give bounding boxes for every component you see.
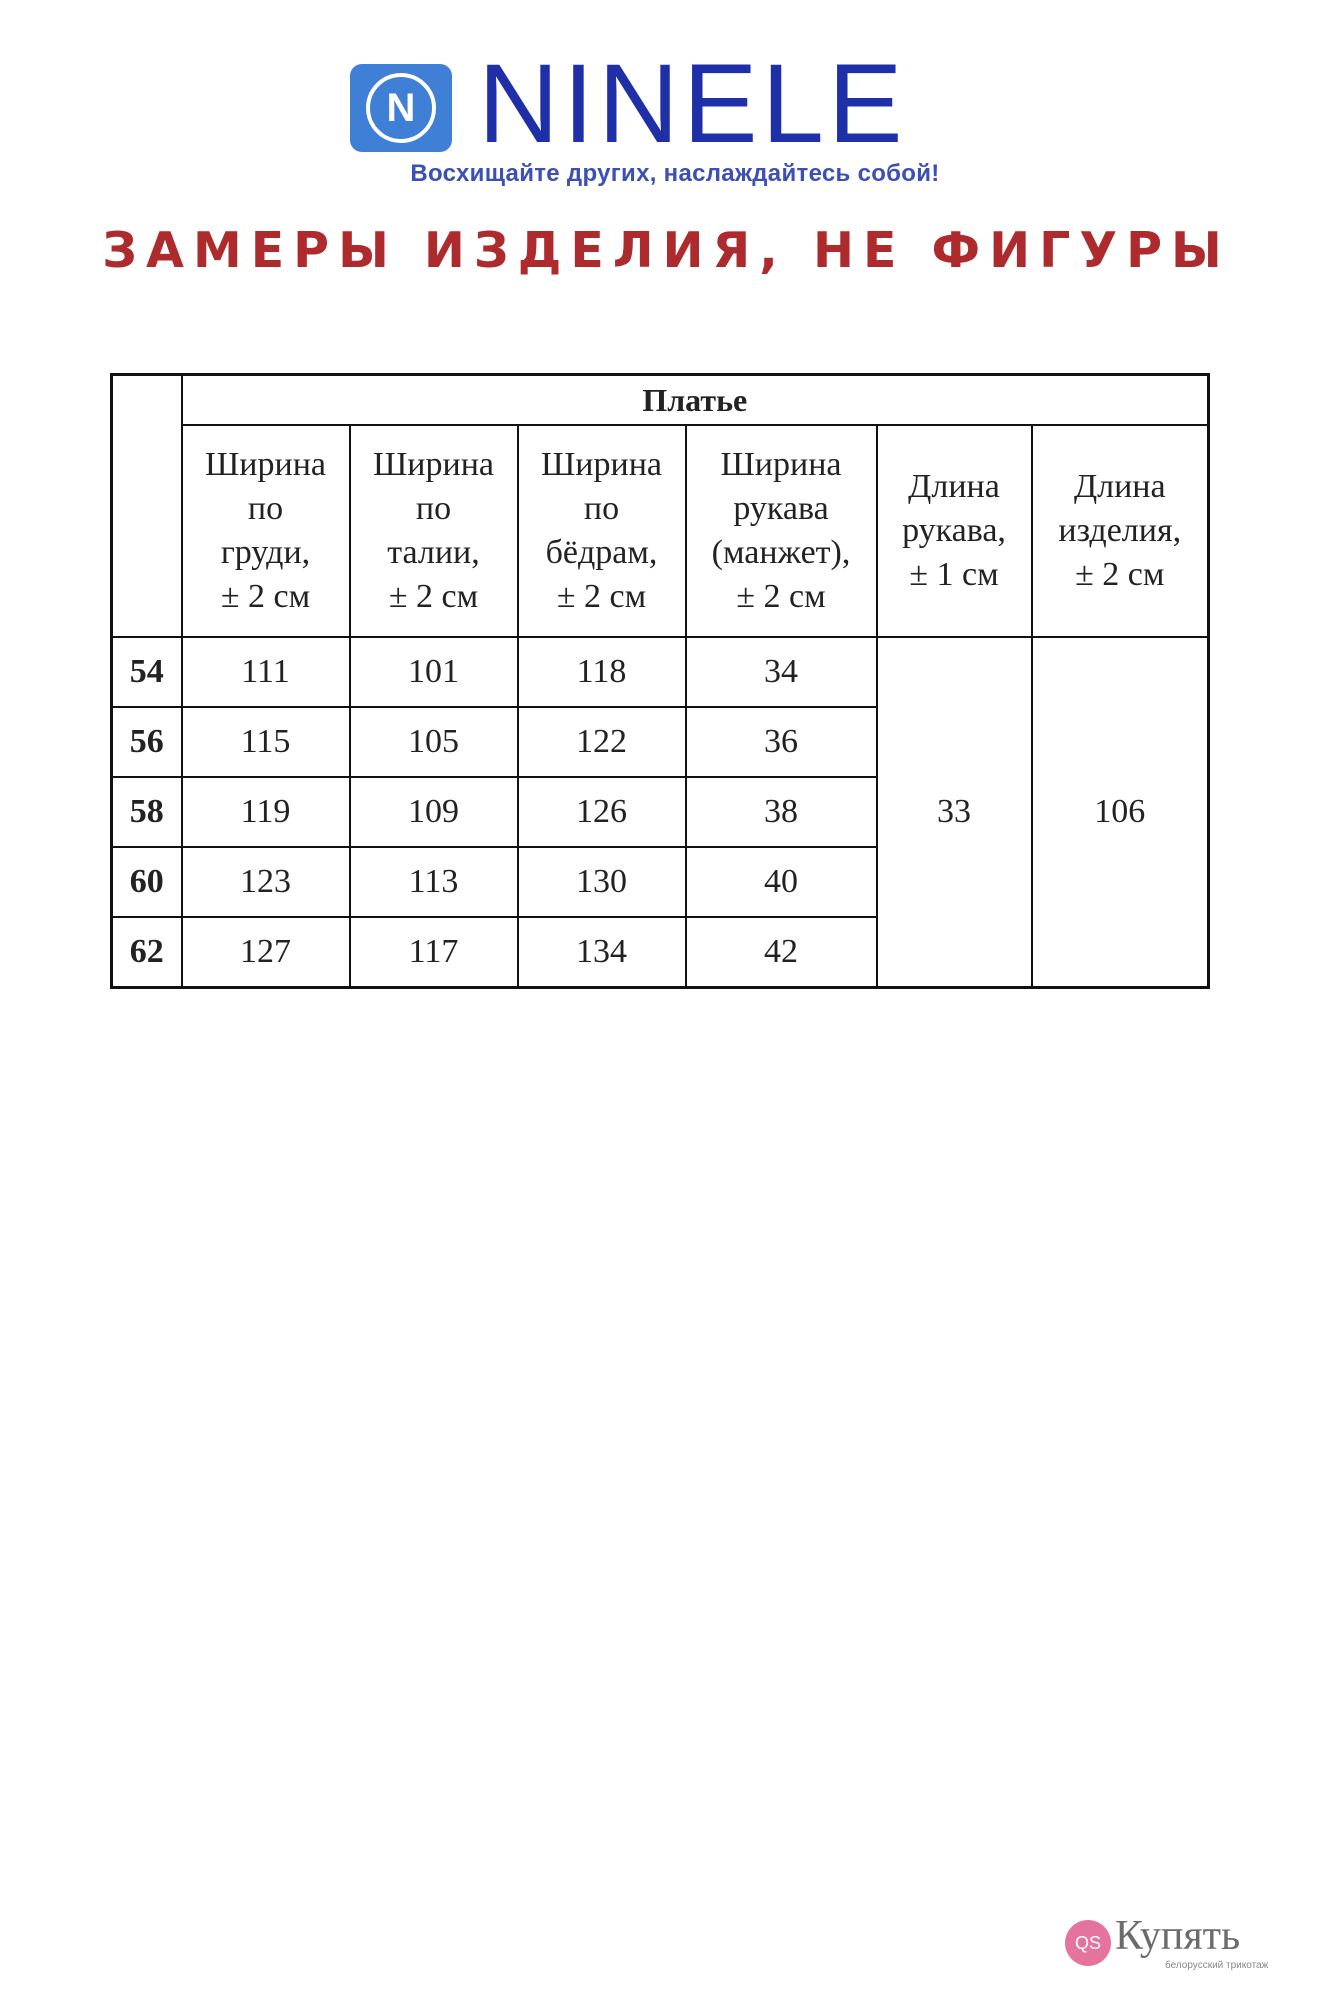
header-line: рукава <box>733 490 829 527</box>
group-header: Платье <box>182 375 1209 426</box>
chest-cell: 127 <box>182 917 350 988</box>
header-line: бёдрам, <box>545 534 658 571</box>
table-row <box>112 637 1209 707</box>
brand-name: NINELE <box>478 41 907 166</box>
header-line: Длина <box>908 468 1000 505</box>
chest-cell: 111 <box>182 637 350 707</box>
header-line: ± 2 см <box>1075 556 1165 593</box>
brand-logo <box>350 41 1000 198</box>
waist-cell: 113 <box>350 847 518 917</box>
header-line: Ширина <box>720 446 842 483</box>
hips-cell: 130 <box>518 847 686 917</box>
logo-letter: N <box>366 73 436 143</box>
watermark-subtitle: белорусский трикотаж <box>1165 1960 1269 1971</box>
page-title: ЗАМЕРЫ ИЗДЕЛИЯ, НЕ ФИГУРЫ <box>102 222 1231 279</box>
watermark <box>1065 1908 1285 1978</box>
logo-mark-icon <box>350 64 452 152</box>
header-line: груди, <box>220 534 311 571</box>
sleeve-length-cell: 33 <box>877 637 1032 988</box>
size-cell: 62 <box>112 917 182 988</box>
chest-cell: 123 <box>182 847 350 917</box>
cuff-cell: 36 <box>686 707 877 777</box>
hips-cell: 126 <box>518 777 686 847</box>
header-line: по <box>247 490 284 527</box>
header-line: (манжет), <box>711 534 851 571</box>
header-line: Ширина <box>205 446 326 483</box>
header-line: изделия, <box>1058 512 1182 549</box>
cuff-cell: 42 <box>686 917 877 988</box>
size-header-cell <box>112 375 182 638</box>
size-cell: 54 <box>112 637 182 707</box>
waist-cell: 101 <box>350 637 518 707</box>
header-line: ± 2 см <box>388 578 479 615</box>
size-cell: 60 <box>112 847 182 917</box>
hips-cell: 122 <box>518 707 686 777</box>
column-header-hips <box>518 425 686 637</box>
cuff-cell: 34 <box>686 637 877 707</box>
waist-cell: 117 <box>350 917 518 988</box>
hips-cell: 134 <box>518 917 686 988</box>
cuff-cell: 38 <box>686 777 877 847</box>
header-line: Ширина <box>541 446 662 483</box>
header-line: талии, <box>387 534 480 571</box>
column-header-sleeve-length <box>877 425 1032 637</box>
header-line: по <box>583 490 620 527</box>
size-cell: 58 <box>112 777 182 847</box>
watermark-word: Купять <box>1115 1913 1241 1959</box>
header-line: ± 2 см <box>736 578 826 615</box>
column-header-cuff <box>686 425 877 637</box>
header-line: по <box>415 490 452 527</box>
brand-tagline: Восхищайте других, наслаждайтесь собой! <box>410 160 940 187</box>
cuff-cell: 40 <box>686 847 877 917</box>
item-length-cell: 106 <box>1032 637 1209 988</box>
chest-cell: 119 <box>182 777 350 847</box>
hips-cell: 118 <box>518 637 686 707</box>
header-line: Длина <box>1073 468 1166 505</box>
column-header-waist <box>350 425 518 637</box>
chest-cell: 115 <box>182 707 350 777</box>
header-line: ± 1 см <box>909 556 999 593</box>
waist-cell: 109 <box>350 777 518 847</box>
watermark-badge-icon: QS <box>1065 1920 1111 1966</box>
waist-cell: 105 <box>350 707 518 777</box>
column-header-chest <box>182 425 350 637</box>
size-table <box>110 373 1210 989</box>
header-line: рукава, <box>902 512 1006 549</box>
header-line: ± 2 см <box>220 578 311 615</box>
size-cell: 56 <box>112 707 182 777</box>
column-header-item-length <box>1032 425 1209 637</box>
header-line: ± 2 см <box>556 578 647 615</box>
header-line: Ширина <box>373 446 494 483</box>
